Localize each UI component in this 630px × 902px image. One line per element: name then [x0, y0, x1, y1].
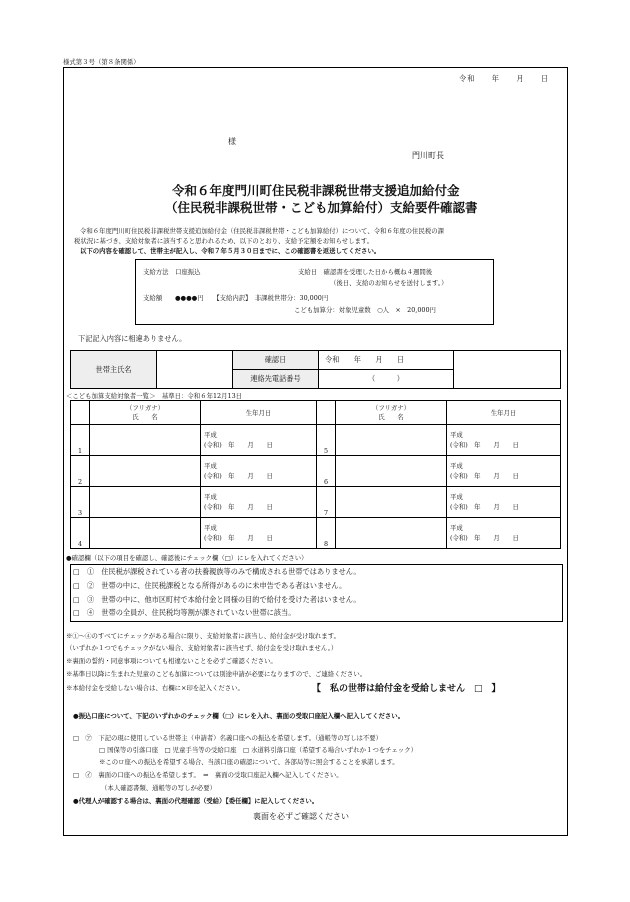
note-1: ※①〜④のすべてにチェックがある場合に限り、支給対象者に該当し、給付金が受け取れます。: [66, 632, 340, 640]
agree-text: 下記記入内容に相違ありません。: [78, 334, 187, 343]
child-name-field[interactable]: [336, 518, 447, 549]
name-label: 氏 名: [132, 412, 158, 421]
intro-line2: 税状況に基づき、支給対象者に該当すると思われるため、以下のとおり、支給予定額をお知らせします。: [74, 237, 374, 245]
reiwa-label: (令和) 年 月 日: [204, 534, 273, 542]
intro-line3: 以下の内容を確認して、世帯主が記入し、令和７年５月３０日までに、この確認書を返送してください。: [80, 247, 381, 255]
furigana-name-header-right: [336, 401, 447, 425]
payday: 支給日 確認書を受理した日から概ね４週間後: [298, 268, 433, 276]
child-name-field[interactable]: [90, 425, 201, 456]
heisei-label: 平成: [204, 462, 217, 470]
row-number: 4: [71, 518, 90, 549]
householder-blank: [454, 351, 561, 389]
phone-field[interactable]: （ ）: [319, 370, 454, 389]
child-name-field[interactable]: [336, 456, 447, 487]
child-birth-field[interactable]: [447, 456, 561, 487]
table-row: [71, 456, 561, 487]
reiwa-label: (令和) 年 月 日: [450, 441, 519, 449]
child-birth-field[interactable]: [201, 487, 317, 518]
name-label: 氏 名: [378, 412, 404, 421]
note-4: ※基準日以降に生まれた児童のこども加算については別途申請が必要になりますので、ご連絡ください。: [66, 670, 367, 678]
note-2: （いずれか１つでもチェックがない場合、支給対象者に該当せず、給付金を受け取れません。）: [66, 644, 338, 652]
children-table: [70, 400, 561, 549]
footer-note: 裏面を必ずご確認ください: [253, 812, 349, 821]
child-birth-field[interactable]: [447, 425, 561, 456]
confirm-header: ●確認欄（以下の項目を確認し、確認後にチェック欄（□）にレを入れてください）: [66, 554, 308, 562]
option-1-sub[interactable]: □ 国保等の引落口座 □ 児童手当等の受給口座 □ 水道料引落口座（希望する場合いずれか１つをチェック）: [99, 746, 417, 754]
heisei-label: 平成: [450, 462, 463, 470]
row-number: 3: [71, 487, 90, 518]
amount: 支給額 ●●●●円 【支給内訳】 非課税世帯分：30,000円: [143, 294, 329, 302]
birth-header-left: 生年月日: [201, 401, 317, 425]
option-2-note: （本人確認書類、通帳等の写しが必要）: [101, 784, 217, 792]
table-row: [71, 518, 561, 549]
row-number: 2: [71, 456, 90, 487]
confirm-item-3[interactable]: □ ③ 世帯の中に、他市区町村で本給付金と同様の目的で給付を受けた者はいません。: [73, 595, 361, 604]
householder-name-label: 世帯主氏名: [71, 351, 157, 389]
child-amount: こども加算分：対象児童数 ○人 × 20,000円: [294, 306, 436, 314]
row-number: 6: [317, 456, 336, 487]
furigana-label: （フリガナ）: [125, 403, 165, 412]
table-row: [71, 487, 561, 518]
note-3: ※裏面の誓約・同意事項についても相違ないことを必ずご確認ください。: [66, 657, 277, 665]
row-number: 7: [317, 487, 336, 518]
child-birth-field[interactable]: [201, 425, 317, 456]
form-id: 様式第３号（第８条関係）: [63, 58, 140, 66]
furigana-name-header-left: [90, 401, 201, 425]
child-name-field[interactable]: [90, 518, 201, 549]
child-birth-field[interactable]: [447, 487, 561, 518]
householder-name-field[interactable]: [157, 351, 233, 389]
child-name-field[interactable]: [90, 456, 201, 487]
child-birth-field[interactable]: [447, 518, 561, 549]
date-line: 令和 年 月 日: [459, 74, 550, 83]
reiwa-label: (令和) 年 月 日: [450, 503, 519, 511]
householder-table: [70, 350, 561, 389]
heisei-label: 平成: [204, 493, 217, 501]
confirm-item-2[interactable]: □ ② 世帯の中に、住民税課税となる所得があるのに未申告である者はいません。: [73, 581, 347, 590]
payday-note: （後日、支給のお知らせを送付します。）: [330, 279, 448, 287]
note-5: ※本給付金を受給しない場合は、右欄に×印を記入ください。: [66, 684, 244, 692]
child-name-field[interactable]: [336, 425, 447, 456]
title-line1: 令和６年度門川町住民税非課税世帯支援追加給付金: [172, 183, 460, 198]
child-name-field[interactable]: [90, 487, 201, 518]
row-number: 5: [317, 425, 336, 456]
table-row: [71, 425, 561, 456]
reiwa-label: (令和) 年 月 日: [450, 472, 519, 480]
reiwa-label: (令和) 年 月 日: [204, 441, 273, 449]
birth-header-right: 生年月日: [447, 401, 561, 425]
heisei-label: 平成: [204, 431, 217, 439]
issuer: 門川町長: [412, 151, 444, 160]
decline-checkbox[interactable]: 【 私の世帯は給付金を受給しません □ 】: [312, 684, 501, 694]
addressee-suffix: 様: [228, 137, 236, 146]
confirm-item-4[interactable]: □ ④ 世帯の全員が、住民税均等割が課されていない世帯に該当。: [73, 608, 296, 617]
row-number: 8: [317, 518, 336, 549]
proxy-note: ●代理人が確認する場合は、裏面の代理確認（受給）【委任欄】に記入してください。: [73, 797, 319, 805]
heisei-label: 平成: [450, 431, 463, 439]
children-header: ＜こども加算支給対象者一覧＞ 基準日：令和６年12月13日: [66, 392, 243, 400]
phone-label: 連絡先電話番号: [233, 370, 319, 389]
reiwa-label: (令和) 年 月 日: [204, 472, 273, 480]
option-1[interactable]: □ ㋐ 下記の現に使用している世帯主（申請者）名義口座への振込を希望します。（通帳等の写しは不要）: [73, 734, 383, 742]
confirm-date-field[interactable]: 令和 年 月 日: [319, 351, 454, 370]
heisei-label: 平成: [204, 524, 217, 532]
heisei-label: 平成: [450, 493, 463, 501]
heisei-label: 平成: [450, 524, 463, 532]
child-name-field[interactable]: [336, 487, 447, 518]
row-number: 1: [71, 425, 90, 456]
title-line2: （住民税非課税世帯・こども加算給付）支給要件確認書: [165, 200, 478, 215]
transfer-intro: ●振込口座について、下記のいずれかのチェック欄（□）にレを入れ、裏面の受取口座記入欄へ記入してください。: [73, 712, 405, 720]
child-birth-field[interactable]: [201, 456, 317, 487]
child-birth-field[interactable]: [201, 518, 317, 549]
furigana-label: （フリガナ）: [371, 403, 411, 412]
intro-line1: 令和６年度門川町住民税非課税世帯支援追加給付金（住民税非課税世帯・こども加算給付）について、令和６年度の住民税の課: [80, 227, 445, 235]
payment-method: 支給方法 口座振込: [143, 268, 201, 276]
reiwa-label: (令和) 年 月 日: [450, 534, 519, 542]
confirm-item-1[interactable]: □ ① 住民税が課税されている者の扶養親族等のみで構成される世帯ではありません。: [73, 567, 361, 576]
option-2[interactable]: □ ㋑ 裏面の口座への振込を希望します。 ⇒ 裏面の受取口座記入欄へ記入してください。: [73, 771, 343, 779]
reiwa-label: (令和) 年 月 日: [204, 503, 273, 511]
option-1-note: ※このロ座への振込を希望する場合、当該口座の確認について、各部局等に照会することを承諾します。: [99, 758, 399, 766]
confirm-date-label: 確認日: [233, 351, 319, 370]
